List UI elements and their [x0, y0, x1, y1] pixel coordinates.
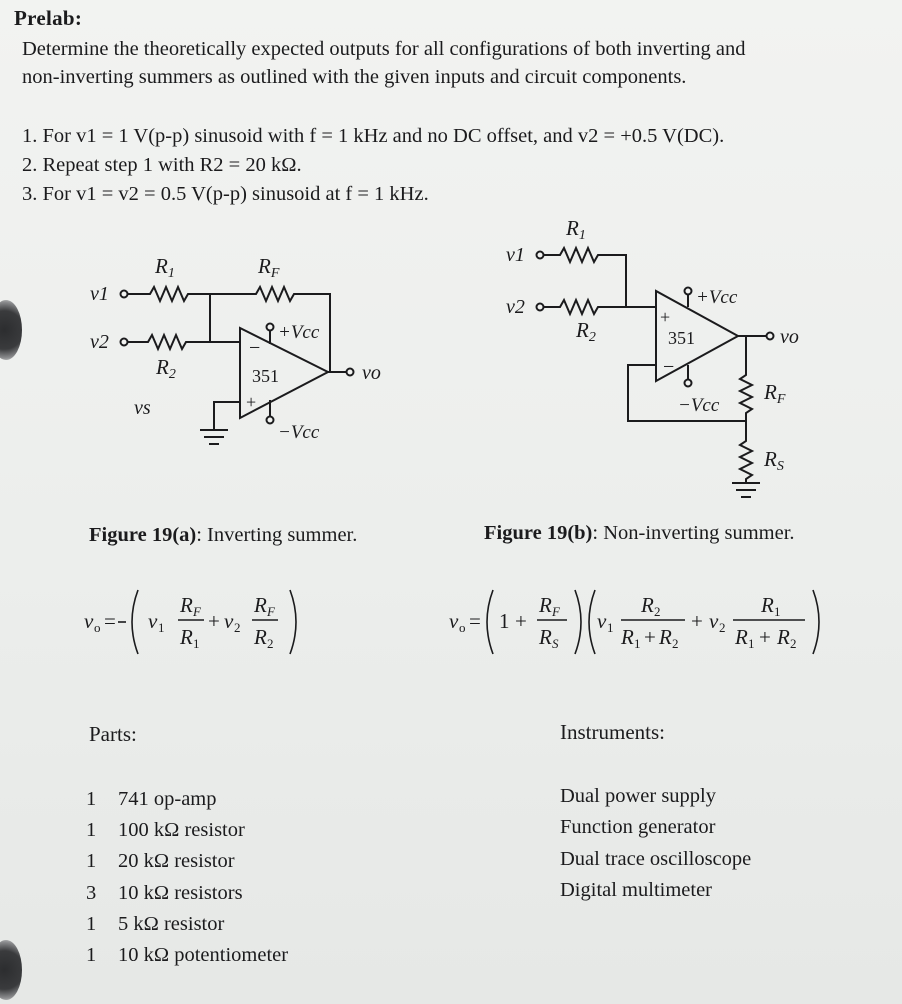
- vo-label: vo: [780, 326, 799, 348]
- vcc-negative-label: −Vcc: [278, 422, 320, 443]
- figure-b-caption: Figure 19(b): Non-inverting summer.: [484, 522, 795, 544]
- v2-label: v2: [506, 296, 525, 318]
- svg-text:o: o: [459, 620, 466, 635]
- figure-a-caption: Figure 19(a): Inverting summer.: [89, 524, 358, 546]
- svg-text:2: 2: [234, 620, 241, 635]
- v2-label: v2: [90, 331, 109, 353]
- vcc-negative-label: −Vcc: [678, 395, 720, 416]
- step-item: 3. For v1 = v2 = 0.5 V(p-p) sinusoid at f = 1 kHz.: [22, 183, 429, 205]
- inverting-summer-formula: [80, 580, 320, 660]
- svg-text:S: S: [552, 636, 559, 651]
- svg-text:F: F: [193, 604, 201, 619]
- svg-text:F: F: [267, 604, 275, 619]
- list-item: 1 10 kΩ potentiometer: [86, 944, 289, 967]
- opamp-label: 351: [252, 366, 279, 386]
- svg-text:R: R: [659, 625, 672, 649]
- inverting-input-sign: −: [663, 356, 675, 378]
- binder-hole: [0, 940, 22, 1000]
- list-item: Dual power supply: [560, 785, 717, 807]
- svg-text:2: 2: [719, 620, 726, 635]
- svg-text:R: R: [761, 593, 774, 617]
- svg-text:R: R: [254, 625, 267, 649]
- inverting-input-sign: −: [249, 337, 261, 359]
- list-item: Digital multimeter: [560, 879, 713, 902]
- svg-text:v: v: [449, 609, 459, 633]
- svg-text:+: +: [691, 609, 703, 633]
- svg-text:v: v: [597, 609, 607, 633]
- svg-text:o: o: [94, 620, 101, 635]
- svg-text:=: =: [469, 609, 481, 633]
- intro-line: non-inverting summers as outlined with the given inputs and circuit components.: [22, 66, 687, 88]
- r2-label: R2: [156, 355, 176, 382]
- r1-label: R1: [155, 254, 175, 281]
- rs-label: RS: [764, 447, 784, 474]
- svg-text:1: 1: [634, 636, 641, 651]
- r1-label: R1: [566, 216, 586, 243]
- list-item: 1 100 kΩ resistor: [86, 819, 245, 842]
- svg-text:F: F: [552, 604, 560, 619]
- svg-text:1: 1: [499, 609, 510, 633]
- svg-text:1: 1: [607, 620, 614, 635]
- svg-text:1: 1: [158, 620, 165, 635]
- step-item: 2. Repeat step 1 with R2 = 20 kΩ.: [22, 154, 302, 176]
- vcc-positive-label: +Vcc: [278, 322, 320, 343]
- svg-text:R: R: [254, 593, 267, 617]
- svg-text:R: R: [539, 593, 552, 617]
- opamp-label: 351: [668, 328, 695, 348]
- step-item: 1. For v1 = 1 V(p-p) sinusoid with f = 1 kHz and no DC offset, and v2 = +0.5 V(DC).: [22, 125, 725, 147]
- svg-text:+: +: [759, 625, 771, 649]
- noninverting-summer-schematic: [500, 215, 830, 505]
- list-item: 1 741 op-amp: [86, 788, 217, 810]
- parts-heading: Parts:: [89, 722, 137, 746]
- prelab-heading: Prelab:: [14, 6, 83, 30]
- instruments-heading: Instruments:: [560, 720, 665, 744]
- svg-text:R: R: [621, 625, 634, 649]
- binder-hole: [0, 300, 22, 360]
- svg-text:2: 2: [672, 636, 679, 651]
- svg-text:R: R: [777, 625, 790, 649]
- v1-label: v1: [90, 283, 109, 305]
- list-item: Dual trace oscilloscope: [560, 847, 752, 870]
- r2-label: R2: [576, 318, 596, 345]
- svg-text:+: +: [208, 609, 220, 633]
- vcc-positive-label: +Vcc: [696, 287, 738, 308]
- vo-label: vo: [362, 362, 381, 384]
- list-item: 1 5 kΩ resistor: [86, 912, 225, 935]
- svg-text:R: R: [180, 593, 193, 617]
- intro-line: Determine the theoretically expected outputs for all configurations of both inverting and: [22, 38, 746, 60]
- noninverting-summer-formula: [445, 580, 835, 660]
- rf-label: RF: [764, 380, 786, 407]
- inverting-summer-schematic: [80, 240, 420, 455]
- svg-text:R: R: [641, 593, 654, 617]
- svg-text:v: v: [84, 609, 94, 633]
- svg-text:2: 2: [267, 636, 274, 651]
- list-item: Function generator: [560, 816, 716, 839]
- svg-text:R: R: [735, 625, 748, 649]
- noninverting-input-sign: +: [660, 307, 671, 327]
- svg-text:1: 1: [748, 636, 755, 651]
- svg-text:=: =: [104, 609, 116, 633]
- rf-label: RF: [258, 254, 280, 281]
- instruments-list: [560, 781, 751, 907]
- svg-text:v: v: [148, 609, 158, 633]
- svg-text:+: +: [644, 625, 656, 649]
- parts-list: [86, 784, 288, 971]
- svg-text:+: +: [515, 609, 527, 633]
- svg-text:v: v: [224, 609, 234, 633]
- v1-label: v1: [506, 244, 525, 266]
- list-item: 3 10 kΩ resistors: [86, 881, 243, 904]
- vs-label: vs: [134, 397, 151, 419]
- svg-text:v: v: [709, 609, 719, 633]
- svg-text:2: 2: [654, 604, 661, 619]
- list-item: 1 20 kΩ resistor: [86, 850, 235, 873]
- svg-text:1: 1: [774, 604, 781, 619]
- svg-text:2: 2: [790, 636, 797, 651]
- noninverting-input-sign: +: [246, 392, 257, 412]
- svg-text:R: R: [180, 625, 193, 649]
- steps-list: [22, 122, 724, 209]
- svg-text:R: R: [539, 625, 552, 649]
- intro-paragraph: [22, 35, 746, 91]
- svg-text:1: 1: [193, 636, 200, 651]
